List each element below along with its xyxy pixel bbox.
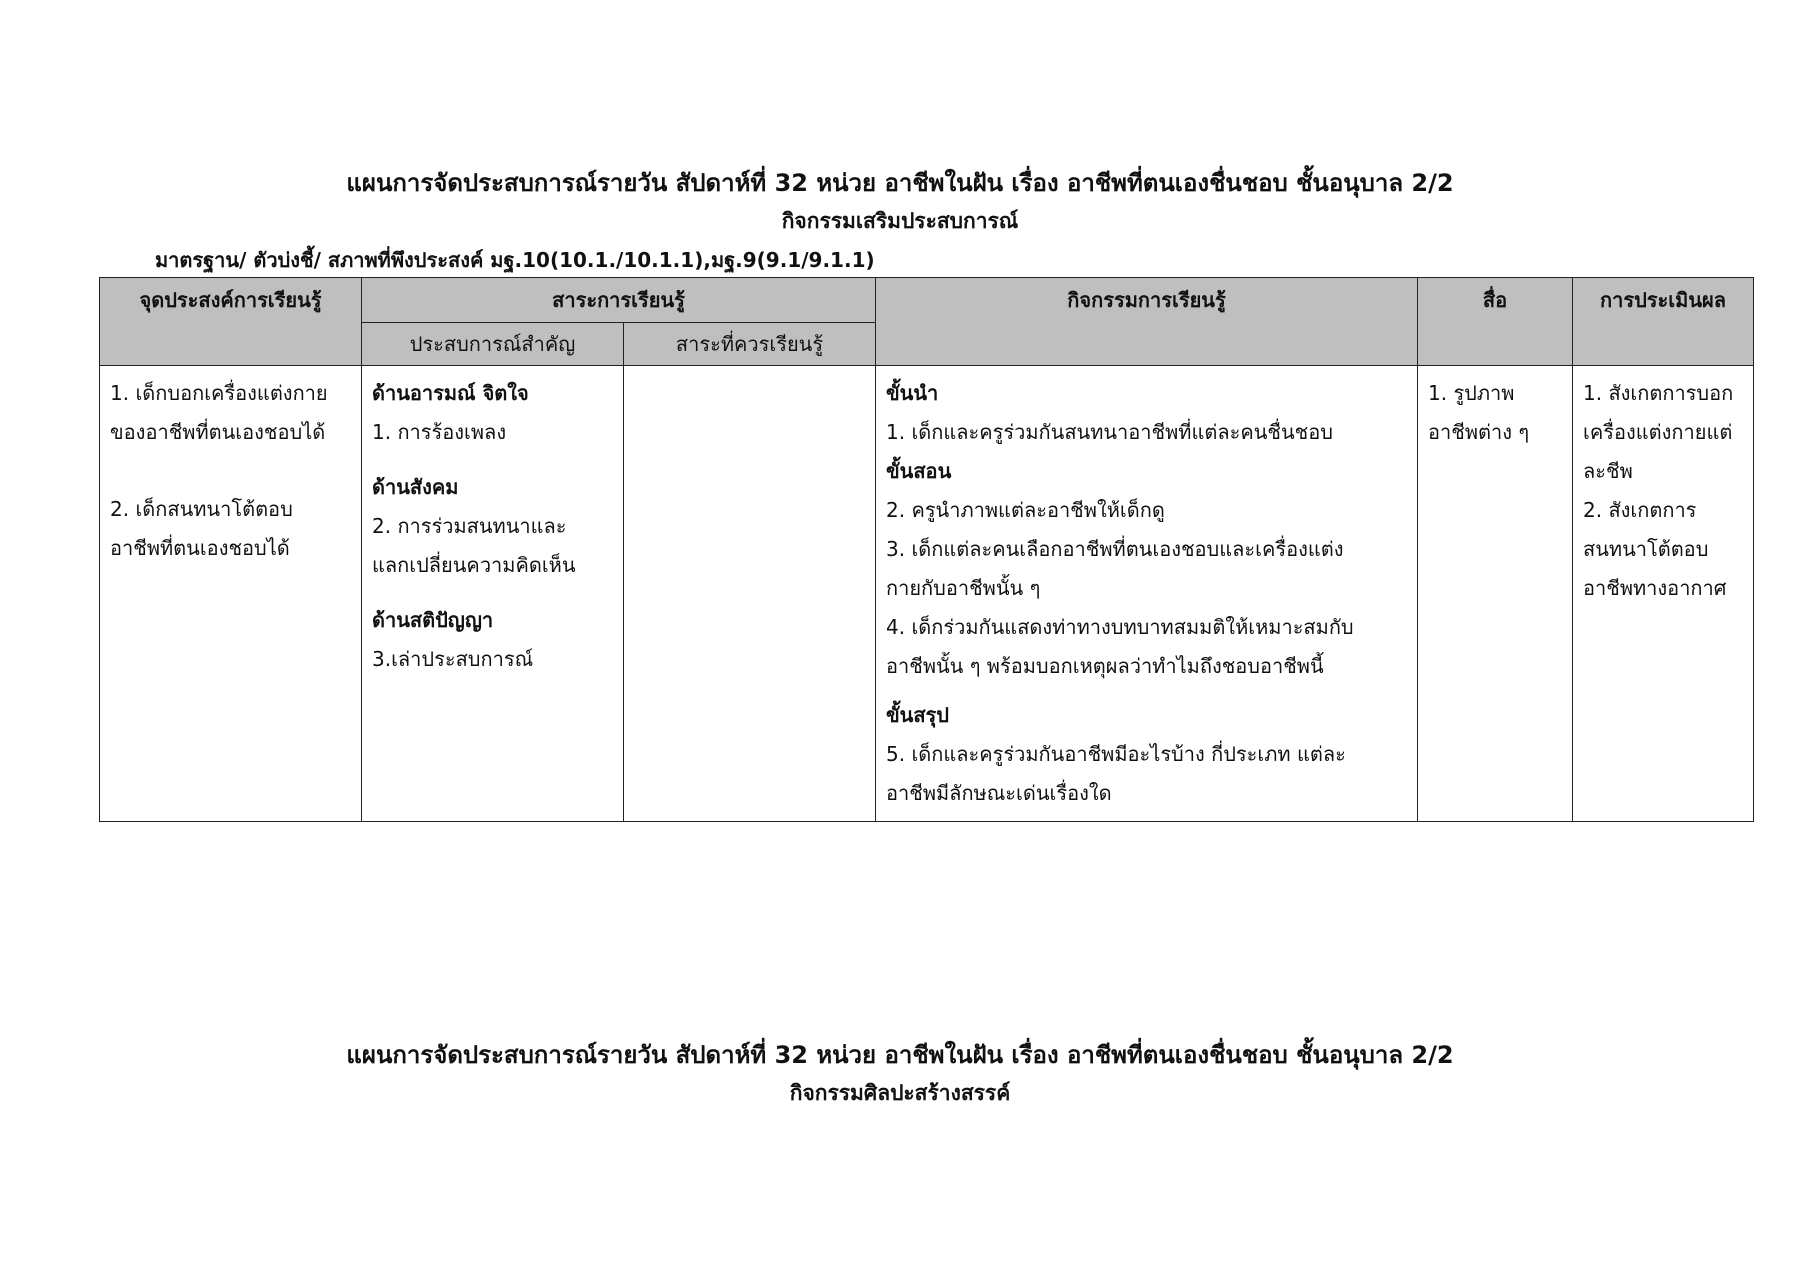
intellect-heading: ด้านสติปัญญา	[372, 608, 494, 632]
page-title-2: แผนการจัดประสบการณ์รายวัน สัปดาห์ที่ 32 หน่วย อาชีพในฝัน เรื่อง อาชีพที่ตนเองชื่นชอบ ชั้นอนุบาล 2/2	[346, 1041, 1454, 1069]
evaluation-line: 1. สังเกตการบอก	[1583, 381, 1734, 405]
activities-cell	[876, 366, 1418, 822]
experience-line: 3.เล่าประสบการณ์	[372, 647, 534, 671]
header-objectives: จุดประสงค์การเรียนรู้	[100, 278, 362, 366]
activity-line: 2. ครูนำภาพแต่ละอาชีพให้เด็กดู	[886, 498, 1165, 522]
activity-subtitle: กิจกรรมเสริมประสบการณ์	[781, 209, 1019, 233]
emotional-heading: ด้านอารมณ์ จิตใจ	[372, 381, 529, 405]
objectives-cell	[100, 366, 362, 822]
evaluation-line: เครื่องแต่งกายแต่	[1583, 420, 1733, 444]
lesson-plan-table	[99, 277, 1754, 822]
should-learn-cell	[624, 366, 876, 822]
activity-line: กายกับอาชีพนั้น ๆ	[886, 576, 1041, 600]
experience-line: 2. การร่วมสนทนาและ	[372, 514, 567, 538]
header-should-learn: สาระที่ควรเรียนรู้	[624, 323, 876, 366]
header-content: สาระการเรียนรู้	[362, 278, 876, 323]
evaluation-line: ละชีพ	[1583, 459, 1633, 483]
objective-line: อาชีพที่ตนเองชอบได้	[110, 536, 290, 560]
social-heading: ด้านสังคม	[372, 475, 459, 499]
experience-line: 1. การร้องเพลง	[372, 420, 507, 444]
header-activities: กิจกรรมการเรียนรู้	[876, 278, 1418, 366]
activity-line: 4. เด็กร่วมกันแสดงท่าทางบทบาทสมมติให้เหมาะสมกับ	[886, 615, 1354, 639]
objective-line: ของอาชีพที่ตนเองชอบได้	[110, 420, 326, 444]
objective-line: 2. เด็กสนทนาโต้ตอบ	[110, 497, 293, 521]
evaluation-line: อาชีพทางอากาศ	[1583, 576, 1727, 600]
activity-line: 3. เด็กแต่ละคนเลือกอาชีพที่ตนเองชอบและเครื่องแต่ง	[886, 537, 1344, 561]
standards-line: มาตรฐาน/ ตัวบ่งชี้/ สภาพที่พึงประสงค์ มฐ.10(10.1./10.1.1),มฐ.9(9.1/9.1.1)	[155, 248, 875, 272]
header-key-experience: ประสบการณ์สำคัญ	[362, 323, 624, 366]
evaluation-cell	[1573, 366, 1754, 822]
header-evaluation: การประเมินผล	[1573, 278, 1754, 366]
activity-subtitle-2: กิจกรรมศิลปะสร้างสรรค์	[789, 1081, 1011, 1105]
evaluation-line: สนทนาโต้ตอบ	[1583, 537, 1709, 561]
activity-line: อาชีพมีลักษณะเด่นเรื่องใด	[886, 781, 1112, 805]
summary-heading: ขั้นสรุป	[886, 703, 949, 727]
key-experience-cell	[362, 366, 624, 822]
activity-line: 1. เด็กและครูร่วมกันสนทนาอาชีพที่แต่ละคนชื่นชอบ	[886, 420, 1333, 444]
objective-line: 1. เด็กบอกเครื่องแต่งกาย	[110, 381, 328, 405]
intro-heading: ขั้นนำ	[886, 381, 939, 405]
teach-heading: ขั้นสอน	[886, 459, 952, 483]
experience-line: แลกเปลี่ยนความคิดเห็น	[372, 553, 576, 577]
evaluation-line: 2. สังเกตการ	[1583, 498, 1697, 522]
media-line: อาชีพต่าง ๆ	[1428, 420, 1530, 444]
media-cell	[1418, 366, 1573, 822]
activity-line: อาชีพนั้น ๆ พร้อมบอกเหตุผลว่าทำไมถึงชอบอาชีพนี้	[886, 654, 1324, 678]
page-title: แผนการจัดประสบการณ์รายวัน สัปดาห์ที่ 32 หน่วย อาชีพในฝัน เรื่อง อาชีพที่ตนเองชื่นชอบ ชั้นอนุบาล 2/2	[346, 169, 1454, 197]
media-line: 1. รูปภาพ	[1428, 381, 1515, 405]
activity-line: 5. เด็กและครูร่วมกันอาชีพมีอะไรบ้าง กี่ประเภท แต่ละ	[886, 742, 1346, 766]
header-media: สื่อ	[1418, 278, 1573, 366]
